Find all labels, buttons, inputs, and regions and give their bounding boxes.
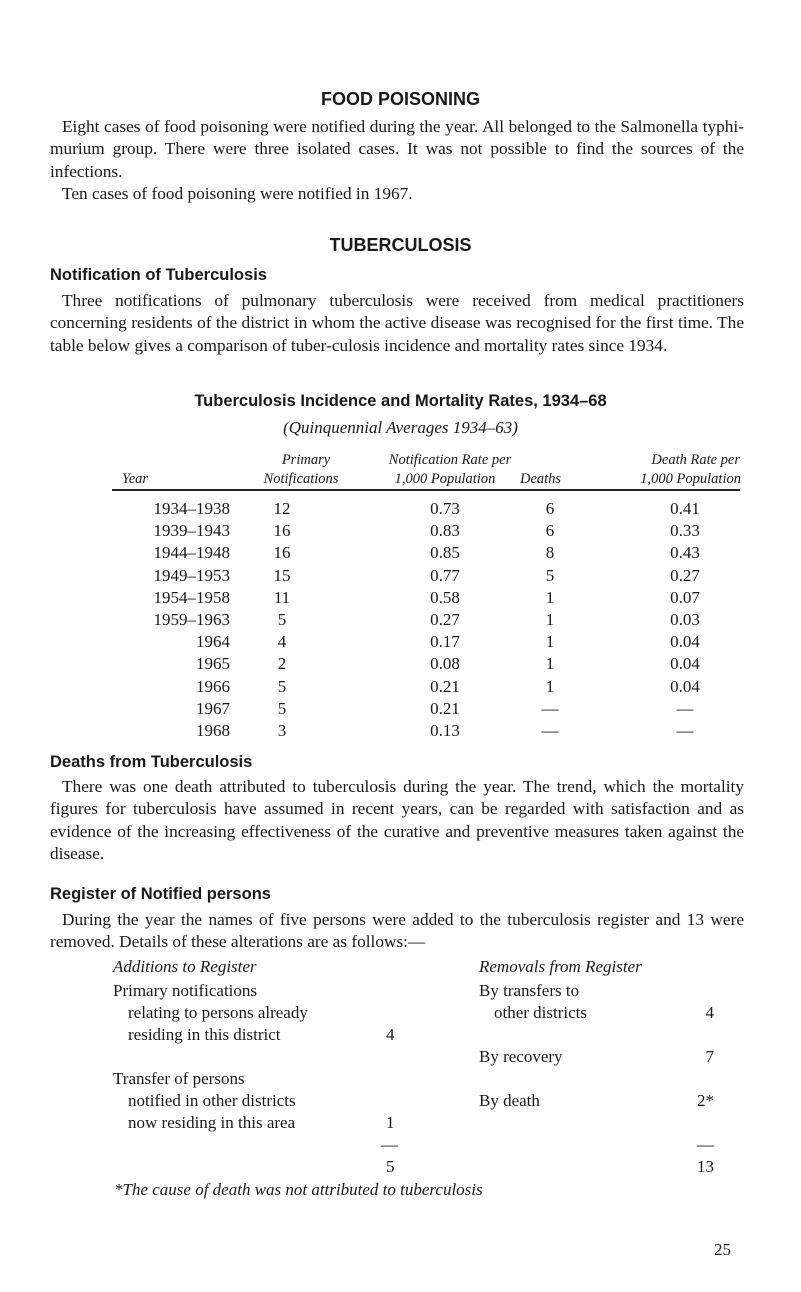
food-poisoning-para-2: Ten cases of food poisoning were notified in 1967. — [62, 184, 413, 204]
cell-deaths: 1 — [545, 654, 555, 674]
col-primary-line1: Primary — [281, 452, 331, 468]
add-1-line2: relating to persons already — [128, 1003, 308, 1022]
rem-2-label: By recovery — [479, 1047, 563, 1066]
deaths-heading: Deaths from Tuberculosis — [50, 753, 253, 771]
cell-notif-rate: 0.17 — [430, 632, 460, 652]
add-2-line1: Transfer of persons — [113, 1069, 245, 1088]
cell-primary: 2 — [277, 654, 287, 674]
rem-2-value: 7 — [705, 1047, 714, 1066]
add-total-rule: — — [381, 1135, 398, 1154]
cell-year: 1939–1943 — [153, 521, 230, 541]
col-notif-rate-line2: 1,000 Population — [394, 471, 496, 487]
cell-primary: 5 — [277, 698, 287, 718]
cell-primary: 16 — [273, 521, 291, 541]
cell-death-rate: 0.27 — [670, 565, 700, 585]
cell-year: 1944–1948 — [153, 543, 230, 563]
food-poisoning-heading: FOOD POISONING — [320, 89, 480, 109]
cell-deaths: 1 — [545, 676, 555, 696]
cell-deaths: 5 — [545, 565, 555, 585]
additions-heading: Additions to Register — [113, 957, 257, 976]
cell-death-rate: 0.07 — [670, 587, 700, 607]
cell-primary: 4 — [277, 632, 287, 652]
register-heading: Register of Notified persons — [50, 885, 271, 903]
add-2-line2: notified in other districts — [128, 1091, 296, 1110]
col-deaths: Deaths — [520, 471, 562, 487]
cell-notif-rate: 0.77 — [430, 565, 460, 585]
cell-deaths: 8 — [545, 543, 555, 563]
cell-notif-rate: 0.83 — [430, 521, 460, 541]
cell-deaths: — — [541, 698, 559, 718]
cell-primary: 15 — [273, 565, 291, 585]
cell-death-rate: 0.04 — [670, 632, 700, 652]
tuberculosis-heading: TUBERCULOSIS — [329, 235, 472, 255]
cell-primary: 16 — [273, 543, 291, 563]
cell-year: 1934–1938 — [153, 499, 230, 518]
cell-year: 1968 — [196, 721, 230, 740]
col-year: Year — [122, 471, 149, 487]
table-header-rule — [112, 489, 740, 491]
food-poisoning-text — [50, 116, 744, 206]
cell-year: 1967 — [196, 698, 230, 718]
cell-year: 1959–1963 — [153, 610, 230, 629]
cell-notif-rate: 0.13 — [430, 721, 460, 740]
cell-primary: 3 — [277, 721, 287, 740]
rem-total-rule: — — [697, 1135, 714, 1154]
cell-notif-rate: 0.08 — [430, 654, 460, 674]
col-primary-line2: Notifications — [263, 471, 339, 487]
add-1-line3: residing in this district — [128, 1025, 281, 1044]
food-poisoning-para-1: Eight cases of food poisoning were notified during the year. All belonged to the Salmonella typhi-murium group. There were three isolated cases. It was not possible to find the sources of the infections. — [50, 117, 744, 181]
removals-heading: Removals from Register — [479, 957, 642, 976]
notification-heading: Notification of Tuberculosis — [50, 266, 267, 284]
cell-deaths: 1 — [545, 587, 555, 607]
cell-year: 1964 — [196, 632, 230, 652]
register-para: During the year the names of five persons were added to the tuberculosis register and 13 were removed. Details of these alterations are as follows:— — [50, 910, 744, 952]
rem-1-line1: By transfers to — [479, 981, 580, 1000]
add-1-value: 4 — [386, 1025, 395, 1044]
cell-death-rate: 0.43 — [670, 543, 700, 563]
cell-deaths: 1 — [545, 610, 555, 629]
cell-year: 1949–1953 — [153, 565, 230, 585]
cell-death-rate: — — [676, 698, 694, 718]
rem-3-value: 2* — [697, 1091, 714, 1110]
cell-notif-rate: 0.21 — [430, 676, 460, 696]
register-text — [50, 909, 744, 954]
cell-primary: 12 — [273, 499, 291, 518]
notification-text — [50, 290, 744, 357]
cell-primary: 5 — [277, 610, 287, 629]
cell-notif-rate: 0.85 — [430, 543, 460, 563]
cell-primary: 11 — [273, 587, 291, 607]
cell-notif-rate: 0.27 — [430, 610, 460, 629]
cell-deaths: 1 — [545, 632, 555, 652]
col-notif-rate-line1: Notification Rate per — [388, 452, 512, 468]
cell-deaths: 6 — [545, 521, 555, 541]
rem-1-line2: other districts — [494, 1003, 588, 1022]
add-2-value: 1 — [386, 1113, 395, 1132]
col-death-rate-line1: Death Rate per — [651, 452, 740, 468]
page-number: 25 — [714, 1240, 731, 1259]
table-title: Tuberculosis Incidence and Mortality Rates, 1934–68 — [194, 392, 607, 410]
deaths-para: There was one death attributed to tuberculosis during the year. The trend, which the mortality figures for tuberculosis have assumed in recent years, can be regarded with satisfaction and as evidence of the increasing effectiveness of the curative and preventive measures taken against the disease. — [50, 777, 744, 864]
table-subtitle: (Quinquennial Averages 1934–63) — [283, 418, 518, 437]
cell-death-rate: — — [676, 721, 694, 740]
notification-para: Three notifications of pulmonary tuberculosis were received from medical practitioners concerning residents of the district in whom the active disease was recognised for the first time. The table below gives a comparison of tuber-culosis incidence and mortality rates since 1934. — [50, 291, 744, 355]
cell-notif-rate: 0.73 — [430, 499, 460, 518]
cell-primary: 5 — [277, 676, 287, 696]
add-2-line3: now residing in this area — [128, 1113, 296, 1132]
cell-notif-rate: 0.21 — [430, 698, 460, 718]
footnote: *The cause of death was not attributed to tuberculosis — [114, 1180, 483, 1199]
cell-death-rate: 0.41 — [670, 499, 700, 518]
add-total: 5 — [386, 1157, 395, 1176]
cell-deaths: 6 — [545, 499, 555, 518]
deaths-text — [50, 776, 744, 866]
col-death-rate-line2: 1,000 Population — [640, 471, 741, 487]
cell-deaths: — — [541, 721, 559, 740]
add-1-line1: Primary notifications — [113, 981, 258, 1000]
cell-death-rate: 0.04 — [670, 676, 700, 696]
cell-year: 1965 — [196, 654, 230, 674]
cell-notif-rate: 0.58 — [430, 587, 460, 607]
cell-death-rate: 0.03 — [670, 610, 700, 629]
rem-total: 13 — [697, 1157, 714, 1176]
rem-1-value: 4 — [705, 1003, 714, 1022]
cell-death-rate: 0.33 — [670, 521, 700, 541]
cell-year: 1966 — [196, 676, 230, 696]
rem-3-label: By death — [479, 1091, 540, 1110]
cell-death-rate: 0.04 — [670, 654, 700, 674]
cell-year: 1954–1958 — [153, 587, 230, 607]
